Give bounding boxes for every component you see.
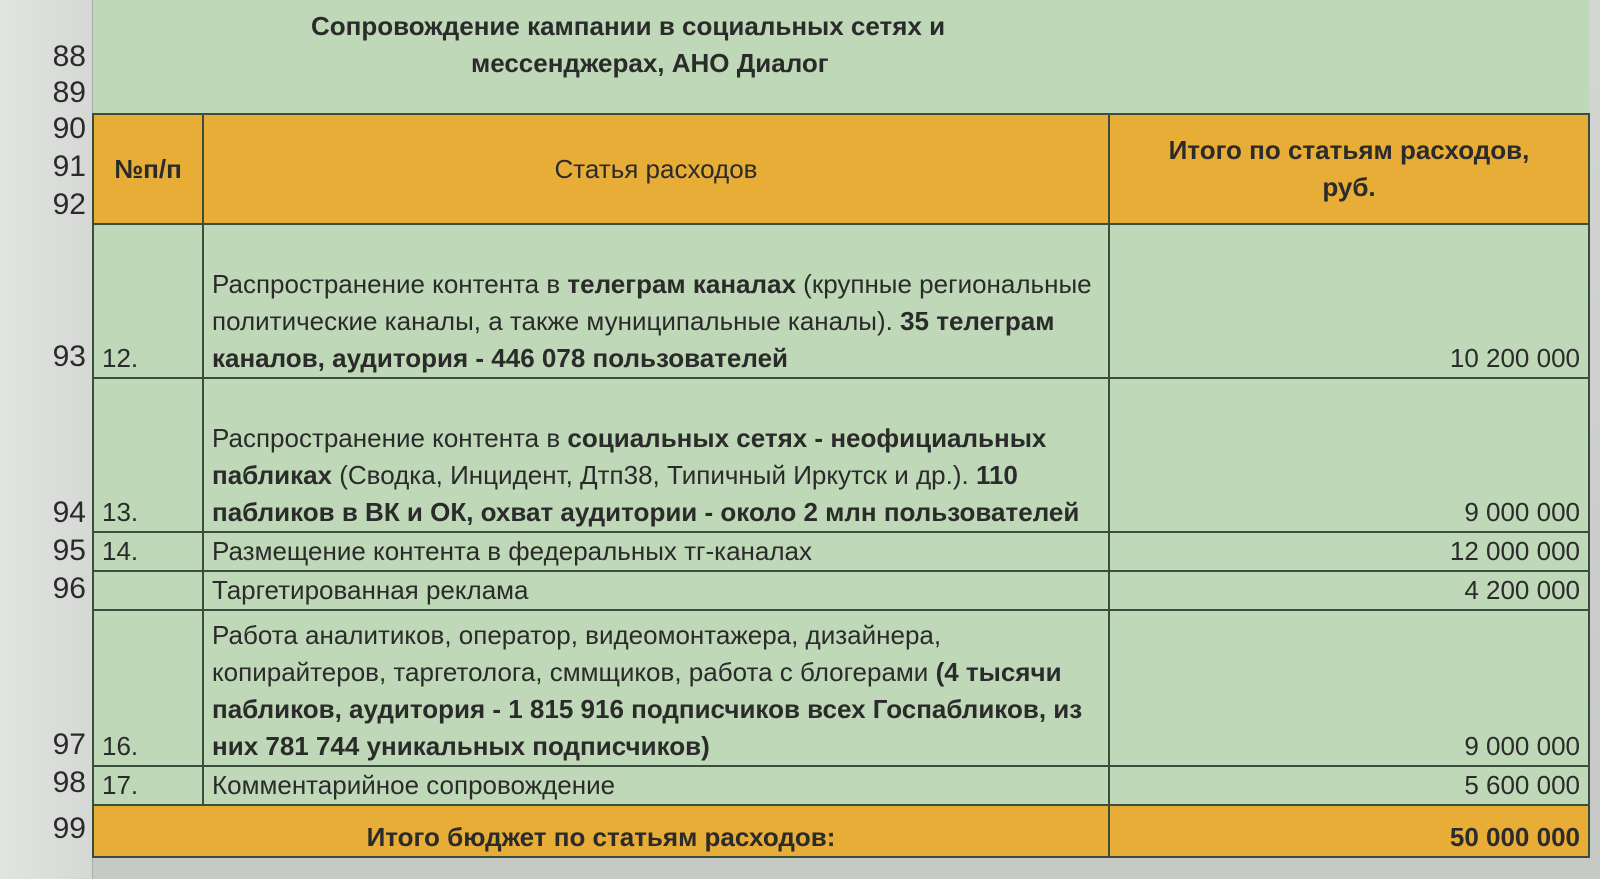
item-text: (крупные региональные политические каналы, а также муниципальные каналы). — [212, 269, 1092, 336]
row-number[interactable]: 96 — [52, 572, 86, 605]
item-text: Распространение контента в — [212, 269, 568, 299]
title-line-1: Сопровождение кампании в социальных сетях и — [311, 11, 946, 41]
row-number[interactable]: 98 — [52, 766, 86, 799]
amount-cell[interactable]: 10 200 000 — [1109, 224, 1589, 378]
table-row — [93, 532, 1589, 571]
table-row — [93, 571, 1589, 610]
row-number[interactable]: 88 — [52, 40, 86, 73]
item-text: Работа аналитиков, оператор, видеомонтажера, дизайнера, копирайтеров, таргетолога, сммщиков, работа с блогерами — [212, 620, 942, 687]
total-row — [93, 805, 1589, 857]
amount-cell[interactable]: 4 200 000 — [1109, 571, 1589, 610]
item-text: Размещение контента в федеральных тг-каналах — [212, 536, 813, 566]
budget-table — [92, 0, 1590, 858]
row-number[interactable]: 91 — [52, 150, 86, 183]
row-number[interactable]: 90 — [52, 112, 86, 145]
item-text: 35 телеграм каналов, аудитория - 446 078 пользователей — [212, 306, 1055, 373]
table-title[interactable] — [93, 0, 1589, 114]
amount-cell[interactable]: 12 000 000 — [1109, 532, 1589, 571]
row-number[interactable]: 92 — [52, 188, 86, 221]
item-text: Распространение контента в — [212, 423, 568, 453]
row-number[interactable]: 89 — [52, 76, 86, 109]
table-row — [93, 224, 1589, 378]
header-row — [93, 114, 1589, 224]
header-total-line-1: Итого по статьям расходов, — [1168, 135, 1530, 165]
table-row — [93, 610, 1589, 766]
row-number[interactable]: 99 — [52, 812, 86, 845]
item-text: 110 пабликов в ВК и ОК, охват аудитории - около 2 млн пользователей — [212, 460, 1080, 527]
item-cell[interactable] — [203, 571, 1109, 610]
row-num-cell[interactable] — [93, 571, 203, 610]
header-num[interactable]: №п/п — [93, 114, 203, 224]
row-number[interactable]: 93 — [52, 340, 86, 373]
title-line-2: мессенджерах, АНО Диалог — [471, 48, 829, 78]
header-total-line-2: руб. — [1322, 172, 1376, 202]
row-header-column — [0, 0, 93, 879]
item-text: телеграм каналах — [567, 269, 796, 299]
row-num-cell[interactable]: 13. — [93, 378, 203, 532]
row-number[interactable]: 94 — [52, 496, 86, 529]
header-item[interactable]: Статья расходов — [203, 114, 1109, 224]
row-number[interactable]: 95 — [52, 534, 86, 567]
item-text: (4 тысячи пабликов, аудитория - 1 815 916 подписчиков всех Госпабликов, из них 781 744 уникальных подписчиков) — [212, 657, 1083, 761]
header-total[interactable] — [1109, 114, 1589, 224]
item-cell[interactable] — [203, 224, 1109, 378]
item-cell[interactable] — [203, 378, 1109, 532]
table-row — [93, 766, 1589, 805]
item-cell[interactable] — [203, 766, 1109, 805]
item-text: Таргетированная реклама — [212, 575, 529, 605]
row-num-cell[interactable]: 14. — [93, 532, 203, 571]
item-cell[interactable] — [203, 610, 1109, 766]
row-num-cell[interactable]: 17. — [93, 766, 203, 805]
amount-cell[interactable]: 9 000 000 — [1109, 610, 1589, 766]
total-label[interactable]: Итого бюджет по статьям расходов: — [93, 805, 1109, 857]
row-num-cell[interactable]: 12. — [93, 224, 203, 378]
amount-cell[interactable]: 5 600 000 — [1109, 766, 1589, 805]
row-number[interactable]: 97 — [52, 728, 86, 761]
table-row — [93, 378, 1589, 532]
total-amount[interactable]: 50 000 000 — [1109, 805, 1589, 857]
item-cell[interactable] — [203, 532, 1109, 571]
item-text: Комментарийное сопровождение — [212, 770, 616, 800]
amount-cell[interactable]: 9 000 000 — [1109, 378, 1589, 532]
item-text: (Сводка, Инцидент, Дтп38, Типичный Иркутск и др.). — [332, 460, 976, 490]
item-text: социальных сетях - неофициальных пабликах — [212, 423, 1047, 490]
row-num-cell[interactable]: 16. — [93, 610, 203, 766]
